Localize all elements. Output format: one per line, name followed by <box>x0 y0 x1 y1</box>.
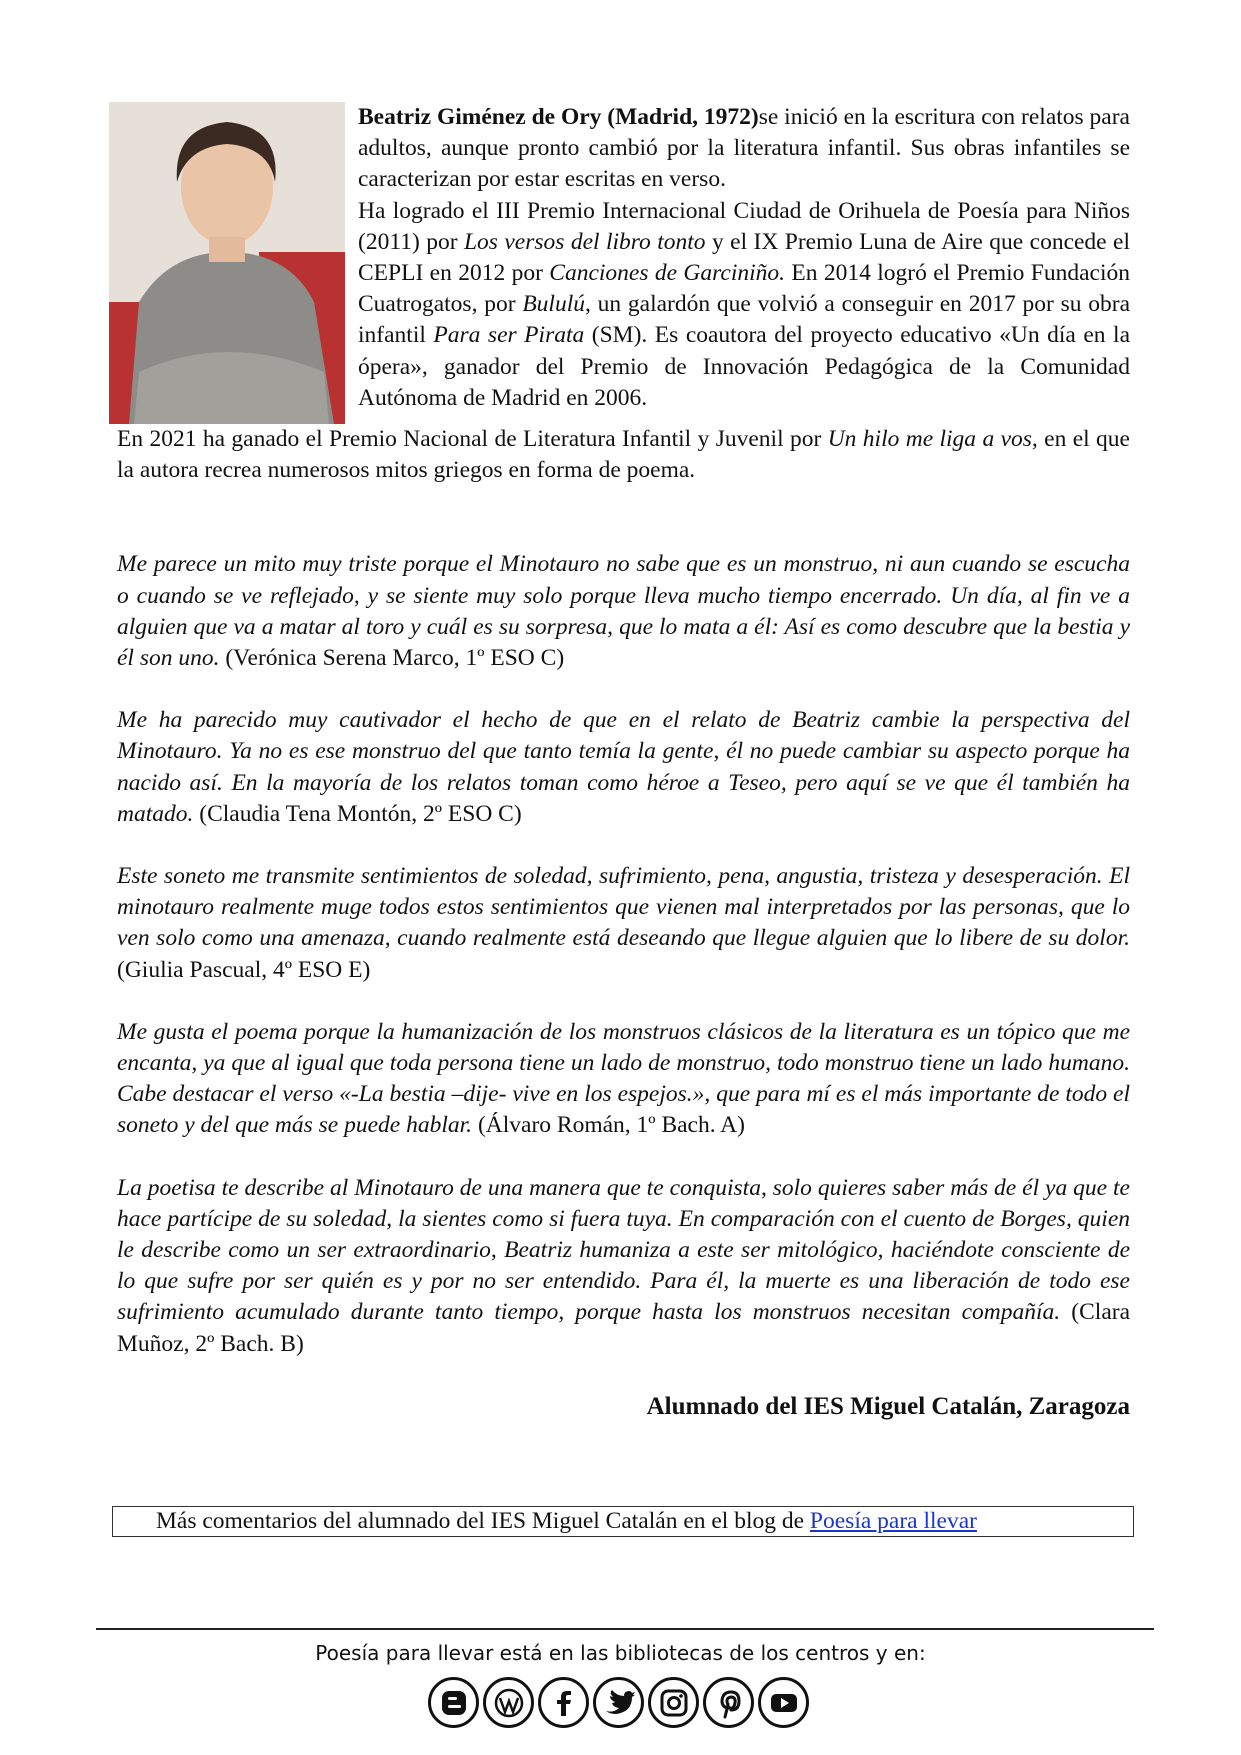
comment-1: Me parece un mito muy triste porque el Minotauro no sabe que es un monstruo, ni aun cuando se escucha o cuando se ve reflejado, y se siente muy solo porque lleva mucho tiempo encerrado. Un día, al fin ve a alguien que va a matar al toro y cuál es su sorpresa, que lo mata a él: Así es como descubre que la bestia y él son uno. (Verónica Serena Marco, 1º ESO C) <box>117 551 1130 672</box>
comment-3: Este soneto me transmite sentimientos de soledad, sufrimiento, pena, angustia, tristeza y desesperación. El minotauro realmente muge todos estos sentimientos que vienen mal interpretados por las personas, que lo ven solo como una amenaza, cuando realmente está deseando que llegue alguien que lo libere de su dolor. (Giulia Pascual, 4º ESO E) <box>117 863 1130 983</box>
footer-text: Poesía para llevar está en las bibliotecas de los centros y en: <box>315 1641 926 1665</box>
author-portrait <box>109 102 345 424</box>
blog-notice-text: Más comentarios del alumnado del IES Miguel Catalán en el blog de <box>156 1508 810 1534</box>
facebook-icon[interactable] <box>538 1677 589 1728</box>
author-bio <box>117 102 1130 424</box>
author-name: Beatriz Giménez de Ory (Madrid, 1972) <box>358 104 759 130</box>
bio-paragraph-2: Ha logrado el III Premio Internacional Ciudad de Orihuela de Poesía para Niños (2011) por Los versos del libro tonto y el IX Premio Luna de Aire que concede el CEPLI en 2012 por Canciones de Garciniño. En 2014 logró el Premio Fundación Cuatrogatos, por Bululú, un galardón que volvió a conseguir en 2017 por su obra infantil Para ser Pirata (SM). Es coautora del proyecto educativo «Un día en la ópera», ganador del Premio de Innovación Pedagógica de la Comunidad Autónoma de Madrid en 2006. <box>358 197 1131 411</box>
document-page <box>117 102 1130 1422</box>
comment-4: Me gusta el poema porque la humanización de los monstruos clásicos de la literatura es un tópico que me encanta, ya que al igual que toda persona tiene un lado de monstruo, todo monstruo tiene un lado humano. Cabe destacar el verso «-La bestia –dije- vive en los espejos.», que para mí es el más importante de todo el soneto y del que más se puede hablar. (Álvaro Román, 1º Bach. A) <box>117 1018 1130 1139</box>
bio-text <box>358 102 1130 424</box>
comment-author: (Clara Muñoz, 2º Bach. B) <box>117 1299 1131 1357</box>
comment-author: (Giulia Pascual, 4º ESO E) <box>117 956 371 983</box>
instagram-icon[interactable] <box>648 1677 699 1728</box>
comment-5: La poetisa te describe al Minotauro de una manera que te conquista, solo quieres saber más de él ya que te hace partícipe de su soledad, la sientes como si fuera tuya. En comparación con el cuento de Borges, quien le describe como un ser extraordinario, Beatriz humaniza a este ser mitológico, haciéndote consciente de lo que sufre por ser quién es y por no ser entendido. Para él, la muerte es una liberación de todo ese sufrimiento acumulado durante tanto tiempo, porque hasta los monstruos necesitan compañía. (Clara Muñoz, 2º Bach. B) <box>117 1174 1131 1357</box>
comment-2: Me ha parecido muy cautivador el hecho de que en el relato de Beatriz cambie la perspectiva del Minotauro. Ya no es ese monstruo del que tanto temía la gente, él no puede cambiar su aspecto porque ha nacido así. En la mayoría de los relatos toman como héroe a Teseo, pero aquí se ve que él también ha matado. (Claudia Tena Montón, 2º ESO C) <box>117 707 1130 827</box>
bio-paragraph-1: Beatriz Giménez de Ory (Madrid, 1972)se inició en la escritura con relatos para adultos, aunque pronto cambió por la literatura infantil. Sus obras infantiles se caracterizan por estar escritas en verso. <box>358 104 1130 193</box>
author-photo-illustration <box>109 102 345 424</box>
blog-link[interactable]: Poesía para llevar <box>809 1508 977 1534</box>
blog-notice-box <box>112 1506 1134 1537</box>
comment-author: (Álvaro Román, 1º Bach. A) <box>472 1112 745 1139</box>
blogger-icon[interactable] <box>428 1677 479 1728</box>
pinterest-icon[interactable] <box>703 1677 754 1728</box>
student-comments <box>117 549 1130 1359</box>
comment-author: (Verónica Serena Marco, 1º ESO C) <box>219 645 565 672</box>
social-icons <box>428 1677 809 1728</box>
signature: Alumnado del IES Miguel Catalán, Zaragoza <box>646 1392 1130 1420</box>
footer-divider <box>96 1628 1154 1630</box>
comment-author: (Claudia Tena Montón, 2º ESO C) <box>193 800 522 827</box>
wordpress-icon[interactable] <box>483 1677 534 1728</box>
bio-paragraph-3: En 2021 ha ganado el Premio Nacional de Literatura Infantil y Juvenil por Un hilo me liga a vos, en el que la autora recrea numerosos mitos griegos en forma de poema. <box>117 426 1130 484</box>
youtube-icon[interactable] <box>758 1677 809 1728</box>
twitter-icon[interactable] <box>593 1677 644 1728</box>
